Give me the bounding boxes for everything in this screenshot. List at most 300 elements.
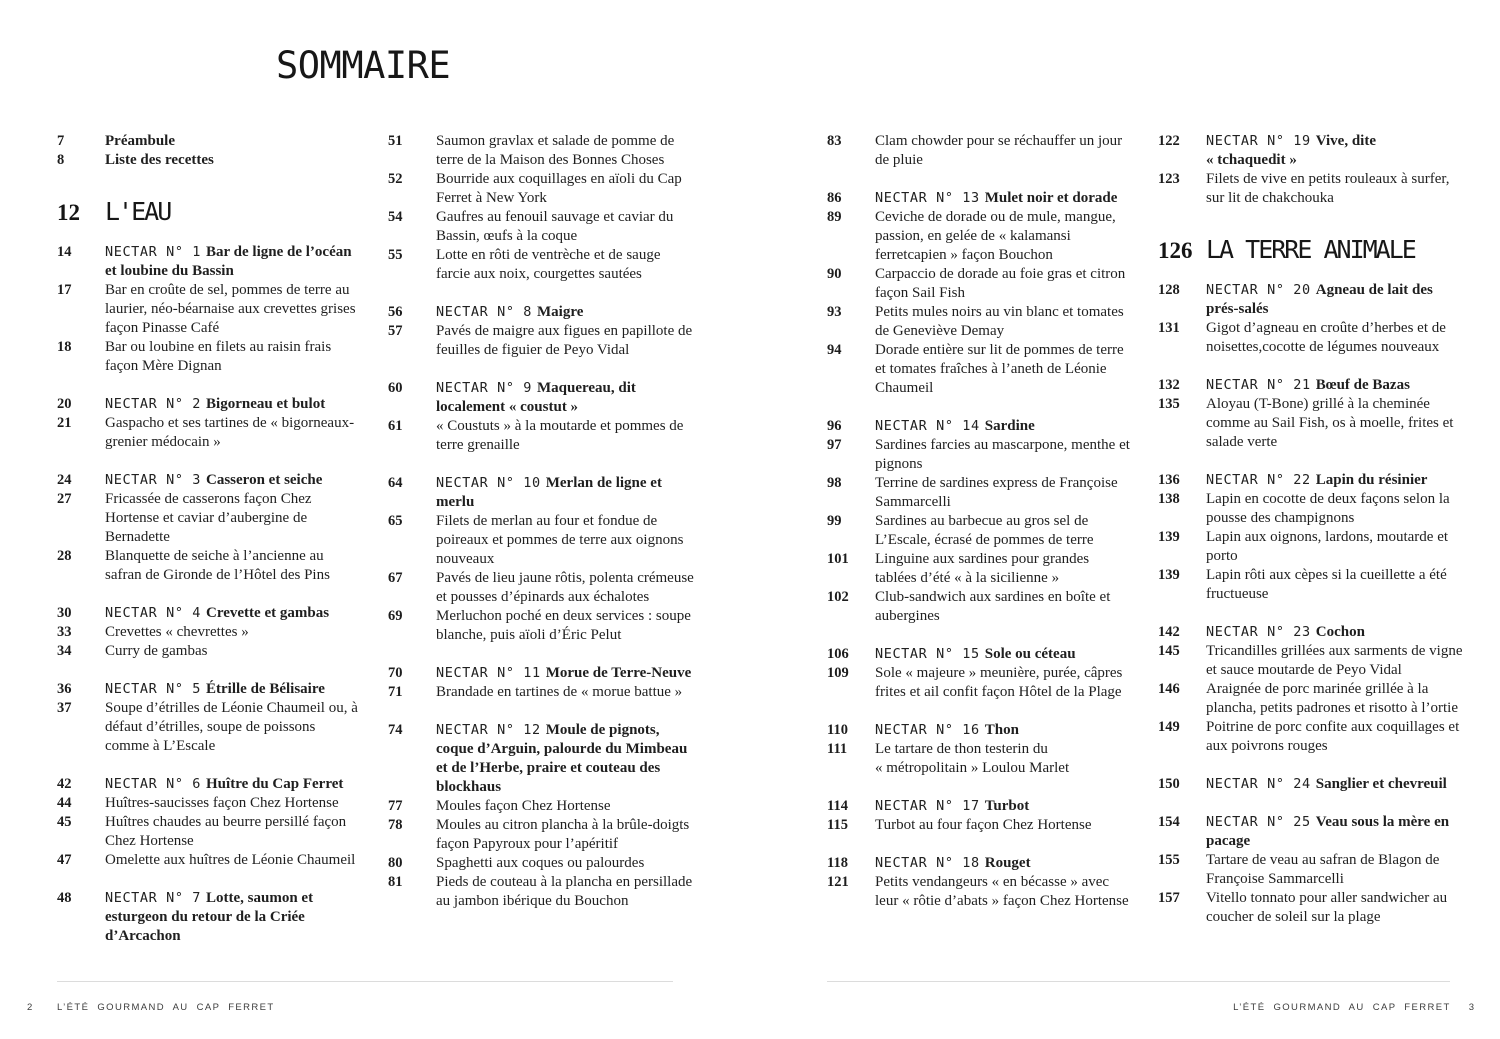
nectar-title: Bar de ligne de l’océan et loubine du Bassin bbox=[105, 244, 352, 279]
nectar-title: Bœuf de Bazas bbox=[1315, 377, 1410, 393]
nectar-label: NECTAR N° 12 bbox=[436, 722, 541, 738]
entry-text: Dorade entière sur lit de pommes de terre et tomates fraîches à l’aneth de Léonie Chaumeil bbox=[875, 342, 1124, 396]
footer-left bbox=[27, 1002, 275, 1013]
nectar-text bbox=[1206, 813, 1464, 851]
toc-entry bbox=[388, 569, 694, 607]
page-number: 121 bbox=[827, 874, 849, 890]
toc-entry bbox=[827, 873, 1133, 911]
nectar-label: NECTAR N° 2 bbox=[105, 396, 202, 412]
toc-entry bbox=[827, 474, 1133, 512]
nectar-text bbox=[875, 721, 1133, 740]
page-number: 67 bbox=[388, 570, 403, 586]
nectar-text bbox=[875, 417, 1133, 436]
page-number: 145 bbox=[1158, 643, 1180, 659]
toc-nectar-heading bbox=[388, 474, 694, 512]
toc-entry bbox=[57, 851, 363, 870]
toc-entry bbox=[57, 490, 363, 547]
toc-entry bbox=[57, 547, 363, 585]
toc-entry bbox=[388, 607, 694, 645]
page-number: 139 bbox=[1158, 567, 1180, 583]
entry-text: Moules au citron plancha à la brûle-doigts façon Papyroux pour l’apéritif bbox=[436, 817, 690, 852]
entry-text: Fricassée de casserons façon Chez Hortense et caviar d’aubergine de Bernadette bbox=[105, 491, 312, 545]
nectar-label: NECTAR N° 3 bbox=[105, 472, 202, 488]
toc-nectar-heading bbox=[1158, 132, 1464, 170]
nectar-label: NECTAR N° 15 bbox=[875, 646, 980, 662]
toc-nectar-heading bbox=[827, 721, 1133, 740]
nectar-text bbox=[105, 604, 363, 623]
nectar-title: Étrille de Bélisaire bbox=[206, 681, 325, 697]
page-number: 65 bbox=[388, 513, 403, 529]
entry-text: Filets de merlan au four et fondue de poireaux et pommes de terre aux oignons nouveaux bbox=[436, 513, 684, 567]
section-page-number: 126 bbox=[1158, 238, 1193, 263]
nectar-text bbox=[1206, 376, 1464, 395]
page-number: 21 bbox=[57, 415, 72, 431]
toc-entry bbox=[388, 246, 694, 284]
nectar-text bbox=[1206, 623, 1464, 642]
nectar-text bbox=[105, 395, 363, 414]
nectar-title: Maquereau, dit localement « coustut » bbox=[436, 380, 636, 415]
nectar-label: NECTAR N° 9 bbox=[436, 380, 533, 396]
page-number: 131 bbox=[1158, 320, 1180, 336]
toc-entry bbox=[1158, 395, 1464, 452]
toc-entry bbox=[388, 170, 694, 208]
nectar-title: Cochon bbox=[1315, 624, 1365, 640]
page-number: 18 bbox=[57, 339, 72, 355]
nectar-text bbox=[436, 474, 694, 512]
page-number: 101 bbox=[827, 551, 849, 567]
entry-text: Omelette aux huîtres de Léonie Chaumeil bbox=[105, 852, 356, 868]
page-number: 74 bbox=[388, 722, 403, 738]
page-number: 157 bbox=[1158, 890, 1180, 906]
entry-text: Bar en croûte de sel, pommes de terre au laurier, néo-béarnaise aux crevettes grises façon Pinasse Café bbox=[105, 282, 356, 336]
nectar-label: NECTAR N° 24 bbox=[1206, 776, 1311, 792]
toc-nectar-heading bbox=[827, 854, 1133, 873]
entry-text: Petits mules noirs au vin blanc et tomates de Geneviève Demay bbox=[875, 304, 1124, 339]
toc-entry bbox=[388, 512, 694, 569]
page-number: 114 bbox=[827, 798, 848, 814]
page-number: 48 bbox=[57, 890, 72, 906]
page-number: 102 bbox=[827, 589, 849, 605]
page-number: 7 bbox=[57, 133, 65, 149]
footer-rule-left bbox=[57, 981, 673, 982]
page-number: 69 bbox=[388, 608, 403, 624]
toc-nectar-heading bbox=[827, 797, 1133, 816]
entry-text: Linguine aux sardines pour grandes tablées d’été « à la sicilienne » bbox=[875, 551, 1090, 586]
nectar-text bbox=[436, 379, 694, 417]
toc-nectar-heading bbox=[1158, 376, 1464, 395]
toc-entry bbox=[827, 740, 1133, 778]
toc-entry bbox=[1158, 889, 1464, 927]
page-number: 37 bbox=[57, 700, 72, 716]
page-number: 60 bbox=[388, 380, 403, 396]
entry-text: Vitello tonnato pour aller sandwicher au coucher de soleil sur la plage bbox=[1206, 890, 1448, 925]
nectar-title: Vive, dite « tchaquedit » bbox=[1206, 133, 1376, 168]
toc-nectar-heading bbox=[57, 395, 363, 414]
page-number: 57 bbox=[388, 323, 403, 339]
nectar-text bbox=[105, 243, 363, 281]
toc-entry bbox=[827, 664, 1133, 702]
entry-text: Préambule bbox=[105, 133, 175, 149]
entry-text: Petits vendangeurs « en bécasse » avec leur « rôtie d’abats » façon Chez Hortense bbox=[875, 874, 1129, 909]
toc-entry bbox=[827, 303, 1133, 341]
nectar-text bbox=[875, 645, 1133, 664]
nectar-title: Maigre bbox=[537, 304, 584, 320]
page-number: 78 bbox=[388, 817, 403, 833]
nectar-text bbox=[436, 664, 694, 683]
toc-entry bbox=[388, 854, 694, 873]
footer-book-title: L’ÉTÉ GOURMAND AU CAP FERRET bbox=[57, 1002, 275, 1013]
toc-entry bbox=[1158, 319, 1464, 357]
nectar-label: NECTAR N° 14 bbox=[875, 418, 980, 434]
entry-text: Spaghetti aux coques ou palourdes bbox=[436, 855, 645, 871]
nectar-label: NECTAR N° 16 bbox=[875, 722, 980, 738]
toc-nectar-heading bbox=[57, 680, 363, 699]
toc-nectar-heading bbox=[827, 189, 1133, 208]
nectar-title: Agneau de lait des prés-salés bbox=[1206, 282, 1433, 317]
page-number: 93 bbox=[827, 304, 842, 320]
page-number: 132 bbox=[1158, 377, 1180, 393]
nectar-title: Rouget bbox=[984, 855, 1031, 871]
toc-entry bbox=[1158, 566, 1464, 604]
toc-entry bbox=[57, 338, 363, 376]
entry-text: Le tartare de thon testerin du « métropolitain » Loulou Marlet bbox=[875, 741, 1070, 776]
nectar-text bbox=[1206, 775, 1464, 794]
page-number: 150 bbox=[1158, 776, 1180, 792]
page-number: 17 bbox=[57, 282, 72, 298]
page-number: 52 bbox=[388, 171, 403, 187]
page-number: 96 bbox=[827, 418, 842, 434]
page-number: 115 bbox=[827, 817, 848, 833]
nectar-text bbox=[105, 889, 363, 946]
page-number: 128 bbox=[1158, 282, 1180, 298]
page-number: 45 bbox=[57, 814, 72, 830]
page-number: 123 bbox=[1158, 171, 1180, 187]
page-number: 98 bbox=[827, 475, 842, 491]
entry-text: Araignée de porc marinée grillée à la plancha, petits padrones et risotto à l’ortie bbox=[1206, 681, 1459, 716]
nectar-label: NECTAR N° 17 bbox=[875, 798, 980, 814]
entry-text: Sardines farcies au mascarpone, menthe et pignons bbox=[875, 437, 1130, 472]
page-number: 94 bbox=[827, 342, 842, 358]
entry-text: Sardines au barbecue au gros sel de L’Escale, écrasé de pommes de terre bbox=[875, 513, 1094, 548]
page-number: 8 bbox=[57, 152, 65, 168]
toc-entry bbox=[388, 683, 694, 702]
toc-column-4 bbox=[1158, 132, 1464, 927]
toc-nectar-heading bbox=[1158, 471, 1464, 490]
toc-entry bbox=[1158, 170, 1464, 208]
nectar-label: NECTAR N° 11 bbox=[436, 665, 541, 681]
toc-nectar-heading bbox=[388, 721, 694, 797]
nectar-title: Lapin du résinier bbox=[1315, 472, 1428, 488]
page-number: 90 bbox=[827, 266, 842, 282]
entry-text: Pieds de couteau à la plancha en persillade au jambon ibérique du Bouchon bbox=[436, 874, 693, 909]
nectar-title: Sanglier et chevreuil bbox=[1315, 776, 1447, 792]
page-number: 83 bbox=[827, 133, 842, 149]
entry-text: « Coustuts » à la moutarde et pommes de terre grenaille bbox=[436, 418, 684, 453]
entry-text: Gaufres au fenouil sauvage et caviar du Bassin, œufs à la coque bbox=[436, 209, 674, 244]
toc-nectar-heading bbox=[57, 775, 363, 794]
toc-entry bbox=[388, 208, 694, 246]
page-number: 122 bbox=[1158, 133, 1180, 149]
entry-text: Turbot au four façon Chez Hortense bbox=[875, 817, 1092, 833]
nectar-label: NECTAR N° 7 bbox=[105, 890, 202, 906]
entry-text: Tricandilles grillées aux sarments de vigne et sauce moutarde de Peyo Vidal bbox=[1206, 643, 1463, 678]
page-number: 106 bbox=[827, 646, 849, 662]
toc-section-heading bbox=[57, 197, 363, 226]
entry-text: Bourride aux coquillages en aïoli du Cap Ferret à New York bbox=[436, 171, 682, 206]
page-number: 142 bbox=[1158, 624, 1180, 640]
page-number: 34 bbox=[57, 643, 72, 659]
entry-text: Lapin en cocotte de deux façons selon la pousse des champignons bbox=[1206, 491, 1450, 526]
page-number: 80 bbox=[388, 855, 403, 871]
nectar-label: NECTAR N° 20 bbox=[1206, 282, 1311, 298]
toc-entry bbox=[827, 341, 1133, 398]
toc-column-2 bbox=[388, 132, 694, 911]
nectar-title: Huître du Cap Ferret bbox=[206, 776, 344, 792]
page-number: 42 bbox=[57, 776, 72, 792]
entry-text: Filets de vive en petits rouleaux à surfer, sur lit de chakchouka bbox=[1206, 171, 1450, 206]
footer-page-number: 2 bbox=[27, 1002, 33, 1013]
toc-entry bbox=[57, 281, 363, 338]
toc-entry bbox=[57, 132, 363, 151]
nectar-text bbox=[1206, 471, 1464, 490]
nectar-label: NECTAR N° 5 bbox=[105, 681, 202, 697]
page-number: 154 bbox=[1158, 814, 1180, 830]
page-number: 33 bbox=[57, 624, 72, 640]
entry-text: Carpaccio de dorade au foie gras et citron façon Sail Fish bbox=[875, 266, 1126, 301]
page-number: 89 bbox=[827, 209, 842, 225]
footer-book-title: L’ÉTÉ GOURMAND AU CAP FERRET bbox=[1233, 1002, 1451, 1013]
entry-text: Huîtres-saucisses façon Chez Hortense bbox=[105, 795, 339, 811]
toc-entry bbox=[57, 414, 363, 452]
section-title: L'EAU bbox=[105, 197, 171, 226]
toc-entry bbox=[1158, 528, 1464, 566]
toc-entry bbox=[388, 797, 694, 816]
entry-text: Curry de gambas bbox=[105, 643, 208, 659]
page-number: 51 bbox=[388, 133, 403, 149]
entry-text: Clam chowder pour se réchauffer un jour de pluie bbox=[875, 133, 1123, 168]
page-number: 44 bbox=[57, 795, 72, 811]
entry-text: Sole « majeure » meunière, purée, câpres frites et ail confit façon Hôtel de la Plage bbox=[875, 665, 1123, 700]
nectar-title: Mulet noir et dorade bbox=[984, 190, 1118, 206]
footer-page-number: 3 bbox=[1468, 1002, 1474, 1013]
page-number: 97 bbox=[827, 437, 842, 453]
page-number: 71 bbox=[388, 684, 403, 700]
toc-entry bbox=[1158, 680, 1464, 718]
nectar-title: Crevette et gambas bbox=[206, 605, 330, 621]
nectar-title: Merlan de ligne et merlu bbox=[436, 475, 662, 510]
page-number: 77 bbox=[388, 798, 403, 814]
toc-entry bbox=[827, 265, 1133, 303]
page-number: 64 bbox=[388, 475, 403, 491]
page-number: 61 bbox=[388, 418, 403, 434]
page-number: 20 bbox=[57, 396, 72, 412]
section-title: LA TERRE ANIMALE bbox=[1206, 235, 1415, 264]
nectar-text bbox=[105, 471, 363, 490]
entry-text: Poitrine de porc confite aux coquillages et aux poivrons rouges bbox=[1206, 719, 1460, 754]
entry-text: Liste des recettes bbox=[105, 152, 214, 168]
toc-entry bbox=[1158, 851, 1464, 889]
page-number: 27 bbox=[57, 491, 72, 507]
entry-text: Soupe d’étrilles de Léonie Chaumeil ou, à défaut d’étrilles, soupe de poissons comme à L’Escale bbox=[105, 700, 358, 754]
toc-nectar-heading bbox=[1158, 281, 1464, 319]
toc-entry bbox=[57, 642, 363, 661]
toc-section-heading bbox=[1158, 235, 1464, 264]
entry-text: Huîtres chaudes au beurre persillé façon Chez Hortense bbox=[105, 814, 347, 849]
toc-nectar-heading bbox=[57, 604, 363, 623]
nectar-title: Thon bbox=[984, 722, 1019, 738]
entry-text: Lapin aux oignons, lardons, moutarde et porto bbox=[1206, 529, 1449, 564]
page-number: 14 bbox=[57, 244, 72, 260]
toc-entry bbox=[827, 132, 1133, 170]
toc-entry bbox=[827, 588, 1133, 626]
toc-entry bbox=[827, 436, 1133, 474]
toc-nectar-heading bbox=[827, 645, 1133, 664]
entry-text: Brandade en tartines de « morue battue » bbox=[436, 684, 683, 700]
section-page-number: 12 bbox=[57, 200, 80, 225]
entry-text: Ceviche de dorade ou de mule, mangue, passion, en gelée de « kalamansi ferretcapien » façon Bouchon bbox=[875, 209, 1116, 263]
entry-text: Moules façon Chez Hortense bbox=[436, 798, 611, 814]
toc-entry bbox=[1158, 718, 1464, 756]
toc-nectar-heading bbox=[388, 303, 694, 322]
nectar-label: NECTAR N° 8 bbox=[436, 304, 533, 320]
toc-nectar-heading bbox=[57, 889, 363, 946]
nectar-text bbox=[105, 680, 363, 699]
nectar-text bbox=[875, 854, 1133, 873]
footer-rule-right bbox=[827, 981, 1450, 982]
toc-entry bbox=[388, 132, 694, 170]
nectar-label: NECTAR N° 19 bbox=[1206, 133, 1311, 149]
toc-nectar-heading bbox=[57, 243, 363, 281]
page-number: 111 bbox=[827, 741, 848, 757]
toc-entry bbox=[388, 816, 694, 854]
toc-entry bbox=[1158, 490, 1464, 528]
toc-entry bbox=[827, 512, 1133, 550]
page-number: 139 bbox=[1158, 529, 1180, 545]
toc-entry bbox=[827, 208, 1133, 265]
page-number: 149 bbox=[1158, 719, 1180, 735]
entry-text: Gigot d’agneau en croûte d’herbes et de noisettes,cocotte de légumes nouveaux bbox=[1206, 320, 1446, 355]
page-number: 47 bbox=[57, 852, 72, 868]
toc-entry bbox=[57, 151, 363, 170]
entry-text: Pavés de maigre aux figues en papillote de feuilles de figuier de Peyo Vidal bbox=[436, 323, 693, 358]
toc-nectar-heading bbox=[827, 417, 1133, 436]
toc-nectar-heading bbox=[1158, 775, 1464, 794]
entry-text: Gaspacho et ses tartines de « bigorneaux-grenier médocain » bbox=[105, 415, 355, 450]
nectar-label: NECTAR N° 22 bbox=[1206, 472, 1311, 488]
entry-text: Bar ou loubine en filets au raisin frais façon Mère Dignan bbox=[105, 339, 332, 374]
toc-nectar-heading bbox=[388, 664, 694, 683]
nectar-label: NECTAR N° 1 bbox=[105, 244, 202, 260]
nectar-text bbox=[875, 797, 1133, 816]
page-number: 54 bbox=[388, 209, 403, 225]
entry-text: Lapin rôti aux cèpes si la cueillette a été fructueuse bbox=[1206, 567, 1447, 602]
nectar-title: Lotte, saumon et esturgeon du retour de la Criée d’Arcachon bbox=[105, 890, 314, 944]
entry-text: Lotte en rôti de ventrèche et de sauge farcie aux noix, courgettes sautées bbox=[436, 247, 661, 282]
nectar-label: NECTAR N° 21 bbox=[1206, 377, 1311, 393]
page-number: 99 bbox=[827, 513, 842, 529]
nectar-label: NECTAR N° 10 bbox=[436, 475, 541, 491]
page-number: 81 bbox=[388, 874, 403, 890]
nectar-title: Sardine bbox=[984, 418, 1035, 434]
nectar-title: Casseron et seiche bbox=[206, 472, 323, 488]
toc-nectar-heading bbox=[388, 379, 694, 417]
page-number: 56 bbox=[388, 304, 403, 320]
page-number: 109 bbox=[827, 665, 849, 681]
nectar-text bbox=[436, 303, 694, 322]
nectar-text bbox=[1206, 132, 1464, 170]
nectar-label: NECTAR N° 23 bbox=[1206, 624, 1311, 640]
toc-entry bbox=[1158, 642, 1464, 680]
footer-right bbox=[1233, 1002, 1474, 1013]
page-number: 146 bbox=[1158, 681, 1180, 697]
page-title: SOMMAIRE bbox=[276, 44, 451, 87]
nectar-label: NECTAR N° 25 bbox=[1206, 814, 1311, 830]
toc-column-1 bbox=[57, 132, 363, 946]
nectar-text bbox=[1206, 281, 1464, 319]
toc-nectar-heading bbox=[1158, 623, 1464, 642]
page-number: 86 bbox=[827, 190, 842, 206]
page-number: 155 bbox=[1158, 852, 1180, 868]
entry-text: Terrine de sardines express de Françoise Sammarcelli bbox=[875, 475, 1118, 510]
page-number: 118 bbox=[827, 855, 848, 871]
nectar-label: NECTAR N° 18 bbox=[875, 855, 980, 871]
toc-entry bbox=[388, 322, 694, 360]
entry-text: Crevettes « chevrettes » bbox=[105, 624, 249, 640]
entry-text: Merluchon poché en deux services : soupe blanche, puis aïoli d’Éric Pelut bbox=[436, 608, 691, 643]
page-number: 28 bbox=[57, 548, 72, 564]
entry-text: Aloyau (T-Bone) grillé à la cheminée comme au Sail Fish, os à moelle, frites et salade verte bbox=[1206, 396, 1454, 450]
toc-nectar-heading bbox=[1158, 813, 1464, 851]
nectar-label: NECTAR N° 13 bbox=[875, 190, 980, 206]
toc-entry bbox=[827, 550, 1133, 588]
toc-entry bbox=[388, 873, 694, 911]
page-number: 55 bbox=[388, 247, 403, 263]
page-number: 24 bbox=[57, 472, 72, 488]
page-number: 136 bbox=[1158, 472, 1180, 488]
entry-text: Blanquette de seiche à l’ancienne au safran de Gironde de l’Hôtel des Pins bbox=[105, 548, 330, 583]
toc-entry bbox=[388, 417, 694, 455]
nectar-title: Turbot bbox=[984, 798, 1030, 814]
page-number: 135 bbox=[1158, 396, 1180, 412]
toc-column-3 bbox=[827, 132, 1133, 911]
toc-entry bbox=[57, 699, 363, 756]
toc-entry bbox=[827, 816, 1133, 835]
nectar-text bbox=[436, 721, 694, 797]
nectar-label: NECTAR N° 6 bbox=[105, 776, 202, 792]
entry-text: Tartare de veau au safran de Blagon de Françoise Sammarcelli bbox=[1206, 852, 1440, 887]
entry-text: Pavés de lieu jaune rôtis, polenta crémeuse et pousses d’épinards aux échalotes bbox=[436, 570, 694, 605]
page-number: 36 bbox=[57, 681, 72, 697]
nectar-title: Bigorneau et bulot bbox=[206, 396, 326, 412]
nectar-text bbox=[105, 775, 363, 794]
toc-nectar-heading bbox=[57, 471, 363, 490]
toc-entry bbox=[57, 623, 363, 642]
page-number: 70 bbox=[388, 665, 403, 681]
entry-text: Club-sandwich aux sardines en boîte et aubergines bbox=[875, 589, 1111, 624]
nectar-title: Veau sous la mère en pacage bbox=[1206, 814, 1450, 849]
nectar-title: Moule de pignots, coque d’Arguin, palourde du Mimbeau et de l’Herbe, praire et couteau des blockhaus bbox=[436, 722, 688, 795]
nectar-title: Sole ou céteau bbox=[984, 646, 1076, 662]
page-number: 30 bbox=[57, 605, 72, 621]
nectar-label: NECTAR N° 4 bbox=[105, 605, 202, 621]
entry-text: Saumon gravlax et salade de pomme de terre de la Maison des Bonnes Choses bbox=[436, 133, 675, 168]
nectar-title: Morue de Terre-Neuve bbox=[545, 665, 692, 681]
nectar-text bbox=[875, 189, 1133, 208]
toc-entry bbox=[57, 813, 363, 851]
toc-entry bbox=[57, 794, 363, 813]
page-number: 110 bbox=[827, 722, 848, 738]
page-number: 138 bbox=[1158, 491, 1180, 507]
